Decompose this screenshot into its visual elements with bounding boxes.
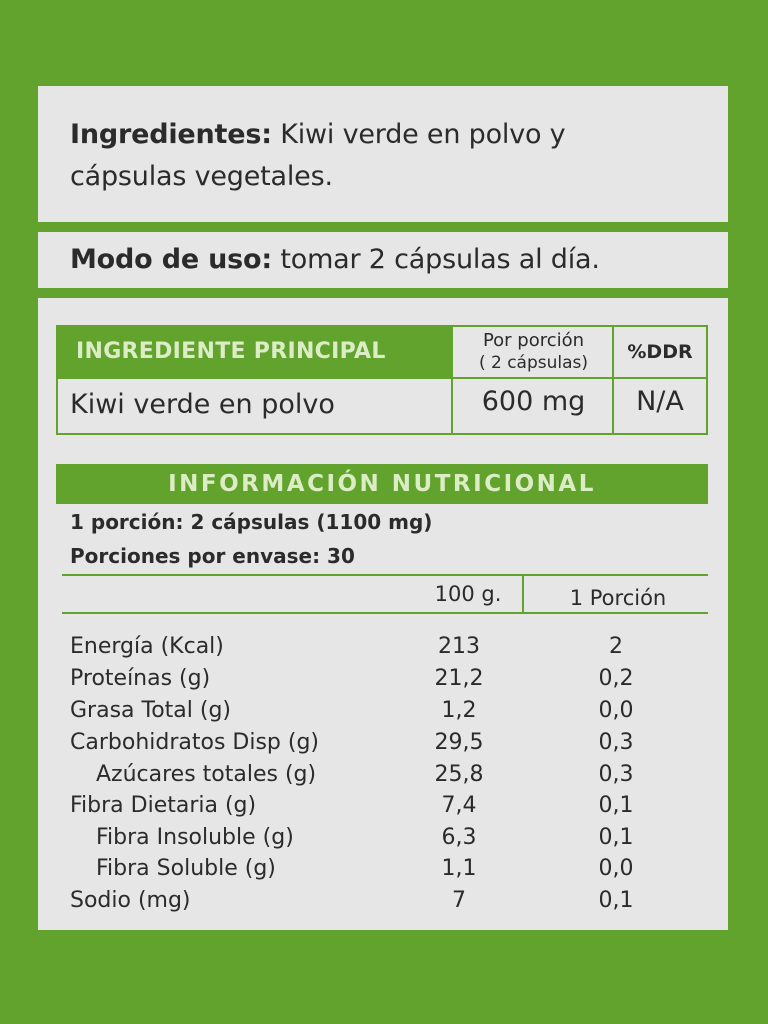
main-ingredient-name: Kiwi verde en polvo bbox=[70, 389, 335, 420]
nutrient-label: Azúcares totales (g) bbox=[96, 762, 317, 787]
nutrient-value-100g: 29,5 bbox=[434, 730, 484, 755]
nutrient-value-portion: 0,3 bbox=[598, 762, 634, 787]
nutrient-value-portion: 0,3 bbox=[598, 730, 634, 755]
nutrient-value-100g: 7,4 bbox=[441, 793, 477, 818]
nutrient-label: Sodio (mg) bbox=[70, 888, 191, 913]
portion-header-label: Por porción bbox=[482, 330, 585, 351]
portion-column-header bbox=[455, 327, 612, 377]
nutrient-value-100g: 1,1 bbox=[441, 856, 477, 881]
nutrient-value-100g: 7 bbox=[452, 888, 466, 913]
usage-value: tomar 2 cápsulas al día. bbox=[271, 244, 600, 275]
column-header-portion: 1 Porción bbox=[569, 586, 667, 610]
nutrition-row bbox=[38, 695, 728, 727]
table-divider bbox=[451, 327, 453, 433]
nutrition-divider bbox=[62, 612, 708, 614]
nutrition-panel bbox=[38, 298, 728, 930]
nutrient-value-portion: 0,1 bbox=[598, 825, 634, 850]
nutrient-label: Carbohidratos Disp (g) bbox=[70, 730, 320, 755]
nutrition-column-divider bbox=[522, 574, 524, 614]
nutrient-value-portion: 0,1 bbox=[598, 793, 634, 818]
nutrition-row bbox=[38, 631, 728, 663]
main-ingredient-amount: 600 mg bbox=[481, 386, 586, 417]
nutrient-label: Fibra Soluble (g) bbox=[96, 856, 276, 881]
nutrition-divider bbox=[62, 574, 708, 576]
usage-label: Modo de uso: bbox=[70, 244, 272, 275]
usage-text bbox=[70, 239, 600, 281]
nutrient-label: Grasa Total (g) bbox=[70, 698, 232, 723]
ingredients-panel bbox=[38, 86, 728, 222]
nutrient-value-portion: 2 bbox=[609, 634, 623, 659]
nutrition-row bbox=[38, 790, 728, 822]
nutrient-value-portion: 0,0 bbox=[598, 856, 634, 881]
main-ingredient-ddr: N/A bbox=[636, 386, 684, 417]
ingredients-label: Ingredientes: bbox=[70, 119, 272, 150]
ingredients-text bbox=[70, 114, 690, 198]
nutrition-row bbox=[38, 663, 728, 695]
nutrient-label: Proteínas (g) bbox=[70, 666, 211, 691]
nutrient-label: Fibra Insoluble (g) bbox=[96, 825, 294, 850]
nutrient-label: Energía (Kcal) bbox=[70, 634, 224, 659]
nutrient-value-portion: 0,1 bbox=[598, 888, 634, 913]
column-header-100g: 100 g. bbox=[434, 582, 502, 606]
nutrition-row bbox=[38, 759, 728, 791]
main-ingredient-table bbox=[56, 325, 708, 435]
nutrient-value-100g: 1,2 bbox=[441, 698, 477, 723]
nutrition-row bbox=[38, 885, 728, 917]
nutrition-header: INFORMACIÓN NUTRICIONAL bbox=[56, 464, 708, 504]
ddr-column-header: %DDR bbox=[627, 341, 693, 363]
nutrient-value-100g: 213 bbox=[438, 634, 480, 659]
ingredients-value: Kiwi verde en polvo y cápsulas vegetales. bbox=[70, 119, 566, 192]
nutrient-value-portion: 0,0 bbox=[598, 698, 634, 723]
nutrient-value-100g: 21,2 bbox=[434, 666, 484, 691]
serving-size: 1 porción: 2 cápsulas (1100 mg) bbox=[70, 510, 433, 534]
portion-header-sub: ( 2 cápsulas) bbox=[478, 353, 589, 373]
main-ingredient-header: INGREDIENTE PRINCIPAL bbox=[58, 327, 453, 377]
nutrient-value-100g: 25,8 bbox=[434, 762, 484, 787]
nutrient-label: Fibra Dietaria (g) bbox=[70, 793, 257, 818]
servings-per-container: Porciones por envase: 30 bbox=[70, 544, 355, 568]
nutrition-row bbox=[38, 727, 728, 759]
nutrient-value-100g: 6,3 bbox=[441, 825, 477, 850]
nutrient-value-portion: 0,2 bbox=[598, 666, 634, 691]
nutrition-row bbox=[38, 822, 728, 854]
usage-panel bbox=[38, 232, 728, 288]
nutrition-row bbox=[38, 853, 728, 885]
